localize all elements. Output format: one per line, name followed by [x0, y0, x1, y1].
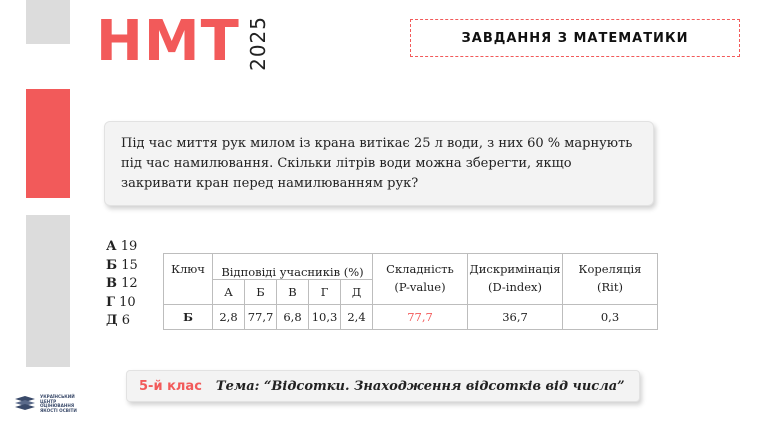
ucoz-line: ЦЕНТР: [40, 398, 57, 404]
percentage-cell: 2,4: [341, 305, 373, 330]
decor-bar-red: [26, 89, 70, 198]
answer-options: [106, 238, 138, 331]
topic-card: [126, 370, 640, 402]
logo-title: НМТ: [96, 9, 240, 74]
question-card: [104, 121, 654, 206]
section-title: ЗАВДАННЯ З МАТЕМАТИКИ: [461, 30, 689, 46]
option-header: А: [213, 280, 245, 305]
correlation-value: 0,3: [563, 305, 658, 330]
key-value: Б: [164, 305, 213, 330]
answer-option-d: [106, 312, 138, 331]
answer-value: 10: [119, 294, 136, 310]
nmt-logo: [96, 9, 270, 74]
discrimination-header-line1: Дискримінація: [469, 262, 561, 276]
answer-letter: Г: [106, 294, 115, 310]
discrimination-header-line2: (D-index): [487, 280, 543, 294]
percentage-cell: 2,8: [213, 305, 245, 330]
key-header: Ключ: [164, 254, 213, 305]
answer-option-g: [106, 294, 138, 313]
answer-value: 19: [120, 239, 138, 254]
logo-year: 2025: [245, 16, 270, 71]
answer-value: 12: [121, 276, 138, 291]
responses-header: Відповіді учасників (%): [213, 254, 373, 280]
difficulty-header: [373, 254, 468, 305]
discrimination-header: [468, 254, 563, 305]
option-header: Б: [245, 280, 277, 305]
answer-option-b: [106, 257, 138, 276]
topic-text: Тема: “Відсотки. Знаходження відсотків від числа”: [215, 378, 625, 394]
answer-letter: В: [106, 276, 117, 291]
correlation-header-line1: Кореляція: [578, 262, 642, 276]
answer-letter: А: [106, 239, 117, 254]
answer-letter: Б: [106, 257, 118, 273]
correlation-header-line2: (Rit): [597, 280, 623, 294]
answer-letter: Д: [106, 313, 118, 328]
percentage-cell: 6,8: [277, 305, 309, 330]
answer-value: 15: [121, 257, 138, 273]
difficulty-value: 77,7: [373, 305, 468, 330]
option-header: Д: [341, 280, 373, 305]
ucoz-line: УКРАЇНСЬКИЙ: [40, 394, 75, 399]
statistics-table: [163, 253, 658, 330]
ucoz-emblem-icon: [14, 396, 36, 412]
answer-option-v: [106, 275, 138, 294]
answer-value: 6: [121, 313, 130, 328]
grade-label: 5-й клас: [139, 378, 202, 394]
option-header: Г: [309, 280, 341, 305]
difficulty-header-line1: Складність: [386, 262, 454, 276]
decor-bar-bottom: [26, 215, 70, 367]
question-text: Під час миття рук милом із крана витікає 25 л води, з них 60 % марнують під час намилювання. Скільки літрів води можна зберегти, якщо закривати кран перед намилюванням рук?: [121, 136, 633, 191]
decor-bar-top: [26, 0, 70, 44]
percentage-cell: 77,7: [245, 305, 277, 330]
section-header: [410, 19, 740, 57]
discrimination-value: 36,7: [468, 305, 563, 330]
answer-option-a: [106, 238, 138, 257]
ucoz-line: ЯКОСТІ ОСВІТИ: [40, 407, 77, 413]
ucoz-line: ОЦІНЮВАННЯ: [40, 403, 75, 409]
option-header: В: [277, 280, 309, 305]
ucoz-logo: [14, 395, 77, 413]
ucoz-logo-text: [40, 395, 77, 413]
percentage-cell: 10,3: [309, 305, 341, 330]
correlation-header: [563, 254, 658, 305]
difficulty-header-line2: (P-value): [394, 280, 446, 294]
